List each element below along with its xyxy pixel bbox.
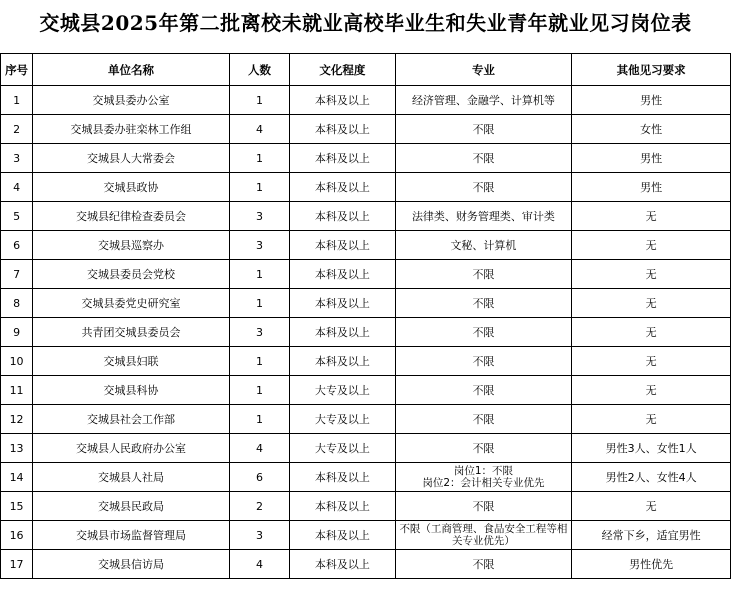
cell-count[interactable]: 1: [229, 260, 289, 289]
cell-major[interactable]: 岗位1：不限 岗位2：会计相关专业优先: [395, 463, 572, 492]
cell-education[interactable]: 本科及以上: [290, 231, 395, 260]
cell-major[interactable]: 不限: [395, 550, 572, 579]
header-cell-unit[interactable]: 单位名称: [33, 54, 230, 86]
cell-education[interactable]: 本科及以上: [290, 289, 395, 318]
cell-education[interactable]: 大专及以上: [290, 434, 395, 463]
table-row: [1, 144, 731, 173]
cell-requirements[interactable]: 无: [572, 202, 731, 231]
table-row: [1, 376, 731, 405]
cell-count[interactable]: 6: [229, 463, 289, 492]
cell-count[interactable]: 1: [229, 289, 289, 318]
cell-major[interactable]: 不限: [395, 492, 572, 521]
cell-index[interactable]: 2: [1, 115, 33, 144]
table-row: [1, 173, 731, 202]
cell-major[interactable]: 不限: [395, 115, 572, 144]
table-row: [1, 521, 731, 550]
cell-requirements[interactable]: 无: [572, 260, 731, 289]
table-row: [1, 318, 731, 347]
cell-requirements[interactable]: 无: [572, 376, 731, 405]
cell-education[interactable]: 本科及以上: [290, 318, 395, 347]
cell-education[interactable]: 本科及以上: [290, 202, 395, 231]
cell-education[interactable]: 本科及以上: [290, 86, 395, 115]
table-row: [1, 202, 731, 231]
table-row: [1, 115, 731, 144]
cell-unit[interactable]: 交城县信访局: [33, 550, 230, 579]
cell-index[interactable]: 10: [1, 347, 33, 376]
cell-major[interactable]: 不限: [395, 318, 572, 347]
cell-requirements[interactable]: 无: [572, 289, 731, 318]
cell-unit[interactable]: 交城县市场监督管理局: [33, 521, 230, 550]
cell-index[interactable]: 3: [1, 144, 33, 173]
cell-requirements[interactable]: 男性: [572, 173, 731, 202]
cell-unit[interactable]: 交城县人社局: [33, 463, 230, 492]
cell-count[interactable]: 3: [229, 318, 289, 347]
cell-major[interactable]: 不限: [395, 376, 572, 405]
cell-unit[interactable]: 交城县委党史研究室: [33, 289, 230, 318]
cell-unit[interactable]: 交城县委办公室: [33, 86, 230, 115]
cell-count[interactable]: 1: [229, 173, 289, 202]
header-cell-count[interactable]: 人数: [229, 54, 289, 86]
cell-education[interactable]: 本科及以上: [290, 463, 395, 492]
cell-requirements[interactable]: 无: [572, 405, 731, 434]
cell-requirements[interactable]: 无: [572, 318, 731, 347]
cell-education[interactable]: 本科及以上: [290, 144, 395, 173]
cell-major[interactable]: 不限: [395, 434, 572, 463]
cell-major[interactable]: 不限: [395, 289, 572, 318]
cell-index[interactable]: 16: [1, 521, 33, 550]
header-cell-index[interactable]: 序号: [1, 54, 33, 86]
header-row: [1, 54, 731, 86]
cell-unit[interactable]: 交城县委办驻栾林工作组: [33, 115, 230, 144]
cell-count[interactable]: 1: [229, 405, 289, 434]
cell-index[interactable]: 12: [1, 405, 33, 434]
cell-index[interactable]: 8: [1, 289, 33, 318]
cell-education[interactable]: 本科及以上: [290, 550, 395, 579]
cell-unit[interactable]: 交城县委员会党校: [33, 260, 230, 289]
cell-education[interactable]: 大专及以上: [290, 405, 395, 434]
cell-major[interactable]: 不限: [395, 144, 572, 173]
table-row: [1, 347, 731, 376]
cell-requirements[interactable]: 经常下乡，适宜男性: [572, 521, 731, 550]
cell-index[interactable]: 9: [1, 318, 33, 347]
cell-count[interactable]: 1: [229, 144, 289, 173]
cell-count[interactable]: 4: [229, 550, 289, 579]
header-cell-requirements[interactable]: 其他见习要求: [572, 54, 731, 86]
cell-unit[interactable]: 交城县政协: [33, 173, 230, 202]
table-row: [1, 434, 731, 463]
cell-education[interactable]: 本科及以上: [290, 492, 395, 521]
cell-index[interactable]: 11: [1, 376, 33, 405]
cell-requirements[interactable]: 女性: [572, 115, 731, 144]
cell-unit[interactable]: 交城县纪律检查委员会: [33, 202, 230, 231]
cell-unit[interactable]: 交城县人大常委会: [33, 144, 230, 173]
cell-requirements[interactable]: 男性: [572, 144, 731, 173]
cell-requirements[interactable]: 无: [572, 492, 731, 521]
header-cell-major[interactable]: 专业: [395, 54, 572, 86]
cell-count[interactable]: 3: [229, 521, 289, 550]
cell-major[interactable]: 文秘、计算机: [395, 231, 572, 260]
table-row: [1, 492, 731, 521]
cell-index[interactable]: 13: [1, 434, 33, 463]
header-cell-education[interactable]: 文化程度: [290, 54, 395, 86]
cell-major[interactable]: 经济管理、金融学、计算机等: [395, 86, 572, 115]
cell-count[interactable]: 3: [229, 202, 289, 231]
cell-unit[interactable]: 共青团交城县委员会: [33, 318, 230, 347]
table-row: [1, 231, 731, 260]
table-row: [1, 463, 731, 492]
cell-index[interactable]: 15: [1, 492, 33, 521]
page-title: 交城县2025年第二批离校未就业高校毕业生和失业青年就业见习岗位表: [39, 11, 692, 35]
cell-requirements[interactable]: 男性: [572, 86, 731, 115]
cell-requirements[interactable]: 无: [572, 231, 731, 260]
cell-education[interactable]: 本科及以上: [290, 521, 395, 550]
cell-requirements[interactable]: 男性优先: [572, 550, 731, 579]
cell-index[interactable]: 5: [1, 202, 33, 231]
table-row: [1, 289, 731, 318]
cell-unit[interactable]: 交城县妇联: [33, 347, 230, 376]
cell-requirements[interactable]: 男性3人、女性1人: [572, 434, 731, 463]
cell-requirements[interactable]: 男性2人、女性4人: [572, 463, 731, 492]
cell-major[interactable]: 不限（工商管理、食品安全工程等相关专业优先）: [395, 521, 572, 550]
cell-education[interactable]: 本科及以上: [290, 260, 395, 289]
cell-count[interactable]: 4: [229, 434, 289, 463]
cell-index[interactable]: 14: [1, 463, 33, 492]
cell-index[interactable]: 7: [1, 260, 33, 289]
cell-major[interactable]: 法律类、财务管理类、审计类: [395, 202, 572, 231]
cell-unit[interactable]: 交城县巡察办: [33, 231, 230, 260]
table-row: [1, 260, 731, 289]
cell-index[interactable]: 17: [1, 550, 33, 579]
cell-education[interactable]: 大专及以上: [290, 376, 395, 405]
cell-major[interactable]: 不限: [395, 173, 572, 202]
cell-index[interactable]: 1: [1, 86, 33, 115]
cell-count[interactable]: 2: [229, 492, 289, 521]
cell-education[interactable]: 本科及以上: [290, 115, 395, 144]
cell-count[interactable]: 1: [229, 347, 289, 376]
table-row: [1, 550, 731, 579]
cell-major[interactable]: 不限: [395, 405, 572, 434]
table-row: [1, 405, 731, 434]
cell-unit[interactable]: 交城县科协: [33, 376, 230, 405]
cell-index[interactable]: 6: [1, 231, 33, 260]
cell-major[interactable]: 不限: [395, 347, 572, 376]
cell-count[interactable]: 3: [229, 231, 289, 260]
cell-requirements[interactable]: 无: [572, 347, 731, 376]
cell-unit[interactable]: 交城县人民政府办公室: [33, 434, 230, 463]
cell-count[interactable]: 1: [229, 86, 289, 115]
table-row: [1, 86, 731, 115]
cell-major[interactable]: 不限: [395, 260, 572, 289]
cell-count[interactable]: 1: [229, 376, 289, 405]
cell-unit[interactable]: 交城县民政局: [33, 492, 230, 521]
cell-index[interactable]: 4: [1, 173, 33, 202]
internship-table: [0, 53, 731, 579]
cell-unit[interactable]: 交城县社会工作部: [33, 405, 230, 434]
cell-education[interactable]: 本科及以上: [290, 347, 395, 376]
cell-education[interactable]: 本科及以上: [290, 173, 395, 202]
cell-count[interactable]: 4: [229, 115, 289, 144]
